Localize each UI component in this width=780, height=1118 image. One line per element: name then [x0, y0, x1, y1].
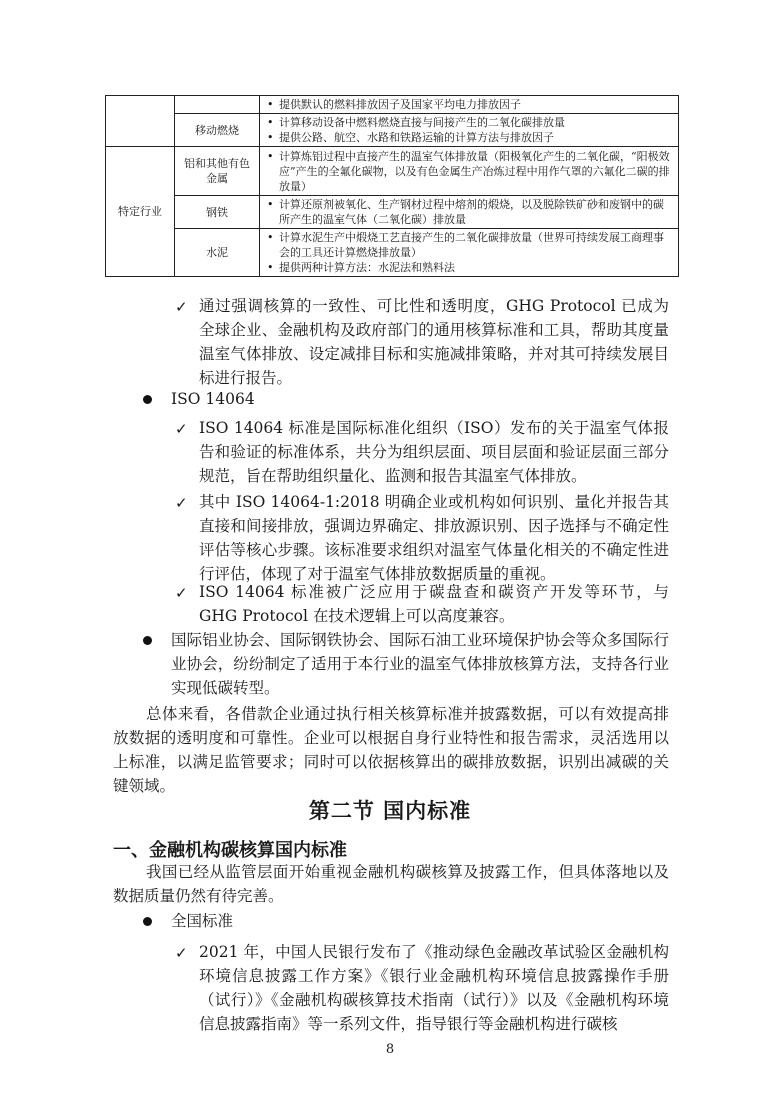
table-bullet-line: • 计算炼铝过程中直接产生的温室气体排放量（阳极氧化产生的二氧化碳，“阳极效应”产生的全氟化碳物，以及有色金属生产冶炼过程中用作气罩的六氟化二碳的排放量） [267, 149, 670, 193]
table-category-cell [106, 114, 175, 147]
bullet-dot-icon [143, 395, 152, 404]
subsection-title: 一、金融机构碳核算国内标准 [113, 840, 347, 861]
emission-standard-table [105, 95, 679, 277]
bullet-dot-icon [143, 636, 152, 645]
table-subcategory-cell: 钢铁 [175, 196, 260, 229]
table-bullet-line: • 提供两种计算方法：水泥法和熟料法 [267, 261, 455, 274]
table-bullet-line: • 提供公路、航空、水路和铁路运输的计算方法与排放因子 [267, 131, 554, 144]
table-description-cell [260, 114, 679, 147]
bullet-icon: • [267, 131, 274, 144]
paragraph-domestic-intro: 我国已经从监管层面开始重视金融机构碳核算及披露工作，但具体落地以及数据质量仍然有待完善。 [113, 863, 669, 905]
section-title: 第二节 国内标准 [308, 798, 472, 823]
check-item-pboc-2021: 2021 年，中国人民银行发布了《推动绿色金融改革试验区金融机构环境信息披露工作方案》《银行业金融机构环境信息披露操作手册（试行）》《金融机构碳核算技术指南（试行）》以及《金融机构环境信息披露指南》等一系列文件，指导银行等金融机构进行碳核 [199, 943, 669, 1033]
table-bullet-line: • 计算移动设备中燃料燃烧直接与间接产生的二氧化碳排放量 [267, 116, 565, 129]
bullet-item-industry-associations: 国际铝业协会、国际钢铁协会、国际石油工业环境保护协会等众多国际行业协会，纷纷制定了适用于本行业的温室气体排放核算方法，支持各行业实现低碳转型。 [171, 631, 669, 697]
table-subcategory-cell: 水泥 [175, 229, 260, 277]
table-category-cell [106, 96, 175, 114]
table-bullet-line: • 计算水泥生产中煅烧工艺直接产生的二氧化碳排放量（世界可持续发展工商理事会的工具还计算燃烧排放量） [267, 231, 664, 259]
checkmark-icon: ✓ [175, 420, 188, 438]
table-category-cell: 特定行业 [106, 147, 175, 277]
table-bullet-line: • 提供默认的燃料排放因子及国家平均电力排放因子 [267, 98, 521, 111]
bullet-icon: • [267, 149, 274, 163]
bullet-item-national-standards: 全国标准 [171, 912, 234, 930]
table-row [106, 147, 679, 196]
bullet-icon: • [267, 261, 274, 274]
bullet-dot-icon [143, 917, 152, 926]
check-item-ghg-summary: 通过强调核算的一致性、可比性和透明度，GHG Protocol 已成为全球企业、金融机构及政府部门的通用核算标准和工具，帮助其度量温室气体排放、设定减排目标和实施减排策略，并对其可持续发展目标进行报告。 [199, 297, 669, 387]
table-description-cell [260, 196, 679, 229]
table-row [106, 96, 679, 114]
table-subcategory-cell [175, 96, 260, 114]
table-row [106, 229, 679, 277]
table-row [106, 114, 679, 147]
table-bullet-line: • 计算还原剂被氧化、生产钢材过程中熔剂的煅烧，以及脱除铁矿砂和废钢中的碳所产生的温室气体（二氧化碳）排放量 [267, 198, 664, 226]
checkmark-icon: ✓ [175, 584, 188, 602]
table-description-cell [260, 229, 679, 277]
table-row [106, 196, 679, 229]
checkmark-icon: ✓ [175, 494, 188, 512]
checkmark-icon: ✓ [175, 944, 188, 962]
bullet-item-iso14064: ISO 14064 [171, 390, 255, 408]
bullet-icon: • [267, 198, 274, 211]
table-description-cell [260, 147, 679, 196]
bullet-icon: • [267, 231, 274, 244]
table-description-cell [260, 96, 679, 114]
table-subcategory-cell: 移动燃烧 [175, 114, 260, 147]
check-item-iso-14064-1: 其中 ISO 14064-1:2018 明确企业或机构如何识别、量化并报告其直接和间接排放，强调边界确定、排放源识别、因子选择与不确定性评估等核心步骤。该标准要求组织对温室气体量化相关的不确定性进行评估，体现了对于温室气体排放数据质量的重视。 [199, 493, 669, 583]
table-subcategory-cell: 铝和其他有色金属 [175, 147, 260, 196]
check-item-iso-overview: ISO 14064 标准是国际标准化组织（ISO）发布的关于温室气体报告和验证的标准体系，共分为组织层面、项目层面和验证层面三部分规范，旨在帮助组织量化、监测和报告其温室气体排放。 [199, 419, 669, 485]
checkmark-icon: ✓ [175, 298, 188, 316]
page-number: 8 [385, 1042, 395, 1057]
bullet-icon: • [267, 98, 274, 111]
bullet-icon: • [267, 116, 274, 129]
check-item-iso-application: ISO 14064 标准被广泛应用于碳盘查和碳资产开发等环节，与 GHG Protocol 在技术逻辑上可以高度兼容。 [199, 583, 669, 625]
paragraph-summary: 总体来看，各借款企业通过执行相关核算标准并披露数据，可以有效提高排放数据的透明度和可靠性。企业可以根据自身行业特性和报告需求，灵活选用以上标准，以满足监管要求；同时可以依据核算出的碳排放数据，识别出减碳的关键领域。 [113, 705, 669, 795]
